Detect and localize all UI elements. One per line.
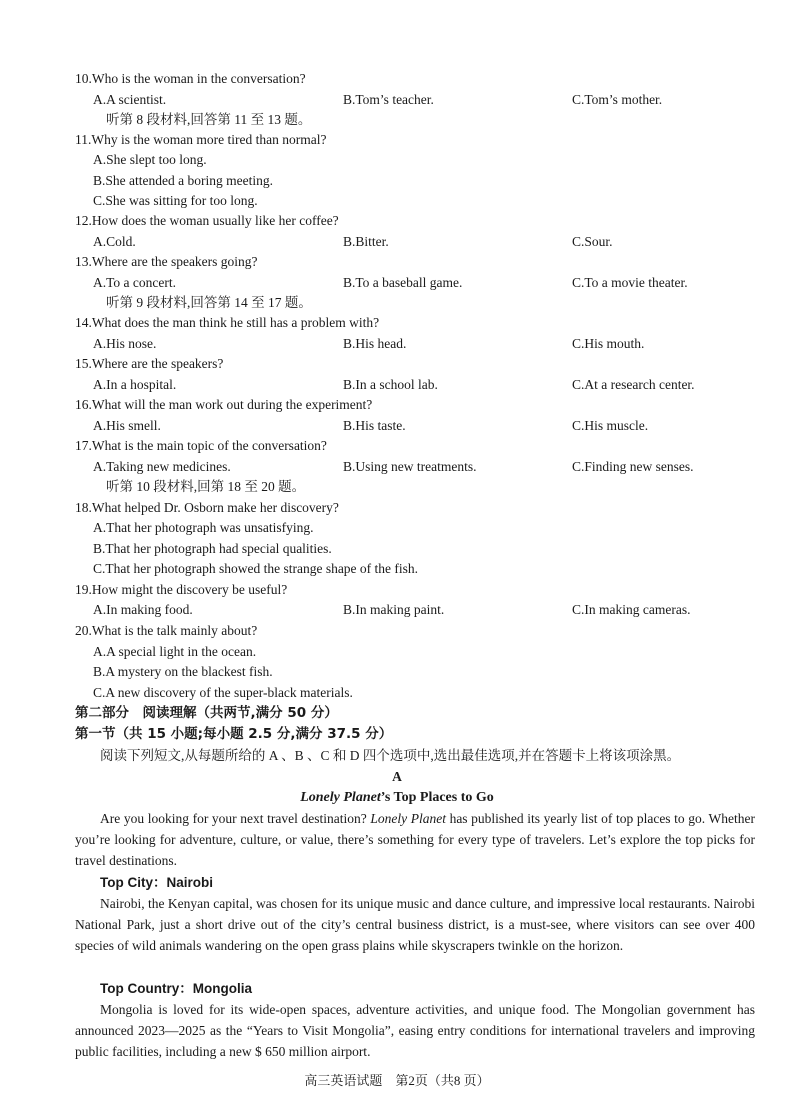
question-18-option-a [0, 517, 794, 538]
question-stem: 19.How might the discovery be useful? [75, 582, 288, 597]
question-13 [0, 251, 794, 272]
option-a: A.In a hospital. [93, 377, 177, 392]
option-b: B.His taste. [343, 418, 406, 433]
note-text: 听第 8 段材料,回答第 11 至 13 题。 [106, 112, 312, 127]
question-18-option-c [0, 558, 794, 579]
question-17-options [0, 456, 794, 477]
option-c: C.To a movie theater. [572, 275, 688, 290]
passage-paragraph-2: Nairobi, the Kenyan capital, was chosen for its unique music and dance culture, and impressive local restaurants. Nairobi National Park, just a short drive out of the city’s central business district, is a must-see, where visitors can see over 400 species of wild animals wandering on the open grass plains while skyscrapers twinkle on the horizon. [75, 896, 755, 953]
question-stem: 11.Why is the woman more tired than normal? [75, 132, 327, 147]
option-b: B.In a school lab. [343, 377, 438, 392]
question-10 [0, 68, 794, 89]
question-15-options [0, 374, 794, 395]
question-19-options [0, 599, 794, 620]
question-18-option-b [0, 538, 794, 559]
note-text: 听第 9 段材料,回答第 14 至 17 题。 [106, 295, 312, 310]
option-c: C.Finding new senses. [572, 459, 694, 474]
paragraph-text: has published its yearly list of top places to go. Whether you’re looking for adventure, culture, or value, there’s something for every type of travelers. Let’s explore the top picks for travel destinations. [75, 811, 756, 868]
paragraph-text: Are you looking for your next travel destination? [100, 811, 371, 826]
option-a: A.In making food. [93, 602, 193, 617]
question-17 [0, 435, 794, 456]
question-18 [0, 497, 794, 518]
heading-top-country-row [0, 978, 794, 999]
section-note-9 [0, 292, 794, 313]
option-b: B.Bitter. [343, 234, 389, 249]
option-b: B.That her photograph had special qualities. [93, 541, 332, 556]
option-a: A.To a concert. [93, 275, 177, 290]
question-14-options [0, 333, 794, 354]
paragraph-italic-text: Lonely Planet [370, 811, 446, 826]
question-13-options [0, 272, 794, 293]
question-10-options [0, 89, 794, 110]
option-b: B.To a baseball game. [343, 275, 463, 290]
option-c: C.Tom’s mother. [572, 92, 663, 107]
option-b: B.Tom’s teacher. [343, 92, 434, 107]
question-12 [0, 210, 794, 231]
section-2-title-row [0, 703, 794, 724]
passage-label-row [0, 766, 794, 787]
question-stem: 10.Who is the woman in the conversation? [75, 71, 306, 86]
option-a: A.Cold. [93, 234, 136, 249]
option-a: A.She slept too long. [93, 152, 207, 167]
reading-instruction: 阅读下列短文,从每题所给的 A 、B 、C 和 D 四个选项中,选出最佳选项,并在答题卡上将该项涂黑。 [100, 748, 681, 763]
option-a: A.Taking new medicines. [93, 459, 231, 474]
section-note-10 [0, 476, 794, 497]
option-a: A.A scientist. [93, 92, 167, 107]
passage-label: A [392, 769, 402, 784]
heading-top-country: Top Country：Mongolia [100, 981, 252, 996]
option-c: C.In making cameras. [572, 602, 691, 617]
question-16 [0, 394, 794, 415]
passage-title-rest: ’s Top Places to Go [380, 790, 494, 805]
option-c: C.She was sitting for too long. [93, 193, 258, 208]
question-stem: 12.How does the woman usually like her coffee? [75, 213, 339, 228]
question-19 [0, 579, 794, 600]
question-stem: 14.What does the man think he still has a problem with? [75, 315, 380, 330]
question-11-option-a [0, 149, 794, 170]
section-note-8 [0, 109, 794, 130]
option-b: B.His head. [343, 336, 407, 351]
note-text: 听第 10 段材料,回第 18 至 20 题。 [106, 479, 306, 494]
heading-top-city: Top City：Nairobi [100, 875, 213, 890]
option-b: B.Using new treatments. [343, 459, 477, 474]
question-stem: 15.Where are the speakers? [75, 356, 224, 371]
option-c: C.Sour. [572, 234, 613, 249]
question-11-option-c [0, 190, 794, 211]
question-stem: 16.What will the man work out during the experiment? [75, 397, 373, 412]
question-15 [0, 353, 794, 374]
question-20 [0, 620, 794, 641]
option-c: C.His muscle. [572, 418, 649, 433]
question-11 [0, 129, 794, 150]
option-a: A.His nose. [93, 336, 157, 351]
question-stem: 13.Where are the speakers going? [75, 254, 258, 269]
page-footer: 高三英语试题 第2页（共8 页） [304, 1073, 490, 1088]
section-2-title: 第二部分 阅读理解（共两节,满分 50 分） [75, 705, 338, 721]
question-16-options [0, 415, 794, 436]
question-12-options [0, 231, 794, 252]
passage-paragraph-3: Mongolia is loved for its wide-open spaces, adventure activities, and unique food. The Mongolian government has announced 2023—2025 as the “Years to Visit Mongolia”, easing entry conditions for international travelers and improving public facilities, including a new $ 650 million airport. [75, 1002, 755, 1059]
question-14 [0, 312, 794, 333]
option-a: A.A special light in the ocean. [93, 644, 257, 659]
question-20-option-b [0, 661, 794, 682]
option-b: B.A mystery on the blackest fish. [93, 664, 273, 679]
question-11-option-b [0, 170, 794, 191]
option-c: C.A new discovery of the super-black materials. [93, 685, 353, 700]
option-c: C.That her photograph showed the strange shape of the fish. [93, 561, 419, 576]
option-c: C.His mouth. [572, 336, 645, 351]
question-20-option-a [0, 641, 794, 662]
heading-top-city-row [0, 872, 794, 893]
question-stem: 18.What helped Dr. Osborn make her discovery? [75, 500, 339, 515]
passage-title-row [0, 787, 794, 808]
instruction-row [0, 745, 794, 766]
question-stem: 20.What is the talk mainly about? [75, 623, 258, 638]
section-2-part1: 第一节（共 15 小题;每小题 2.5 分,满分 37.5 分） [75, 726, 393, 742]
option-b: B.She attended a boring meeting. [93, 173, 273, 188]
section-2-part1-row [0, 724, 794, 745]
question-stem: 17.What is the main topic of the conversation? [75, 438, 327, 453]
question-20-option-c [0, 682, 794, 703]
option-c: C.At a research center. [572, 377, 695, 392]
option-b: B.In making paint. [343, 602, 445, 617]
option-a: A.His smell. [93, 418, 161, 433]
passage-title-italic: Lonely Planet [300, 790, 381, 805]
option-a: A.That her photograph was unsatisfying. [93, 520, 314, 535]
passage-title [0, 787, 794, 808]
passage-paragraph-1 [75, 808, 755, 871]
